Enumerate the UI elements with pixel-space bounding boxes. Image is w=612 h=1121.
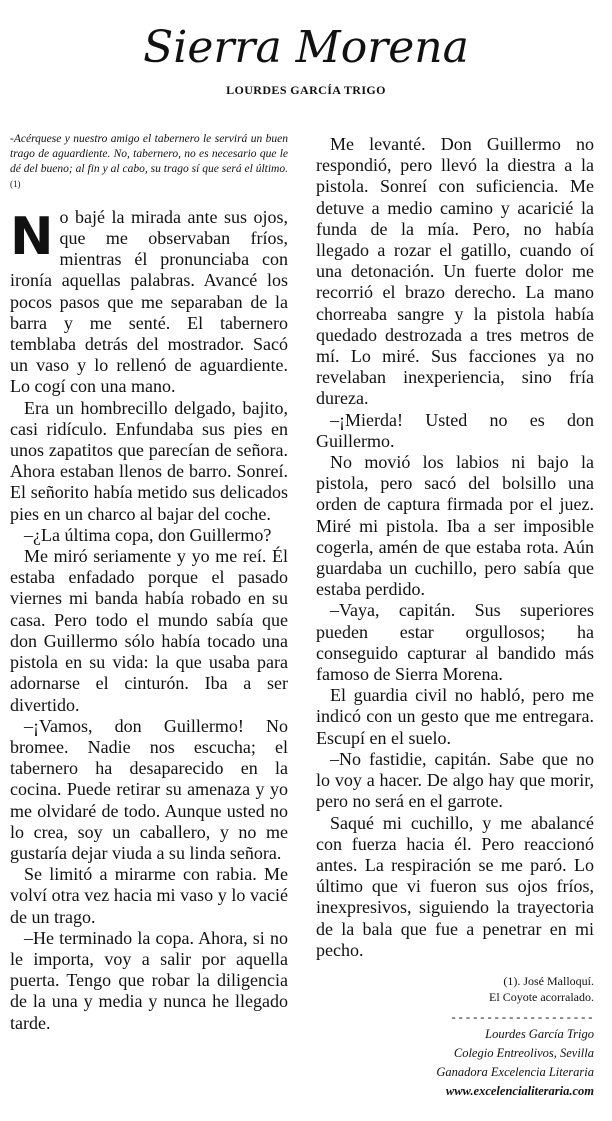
paragraph-4: Me miró seriamente y yo me reí. Él estaba enfadado porque el pasado viernes mi banda había robado en su casa. Pero todo el mundo sabía que don Guillermo sólo había tocado una pistola en su vida: la que usaba para adornarse el cinturón. Iba a ser divertido. — [10, 546, 288, 715]
signature-school: Colegio Entreolivos, Sevilla — [453, 1045, 594, 1060]
paragraph-13: –No fastidie, capitán. Sabe que no lo voy a hacer. De algo hay que morir, pero no será en el garrote. — [316, 748, 594, 812]
paragraph-3: –¿La última copa, don Guillermo? — [24, 524, 272, 545]
article-title: Sierra Morena — [143, 22, 469, 73]
paragraph-12: El guardia civil no habló, pero me indicó con un gesto que me entregara. Escupí en el suelo. — [316, 685, 594, 748]
signature-award: Ganadora Excelencia Literaria — [436, 1064, 594, 1079]
paragraph-10: No movió los labios ni bajo la pistola, pero sacó del bolsillo una orden de captura firmada por el juez. Miré mi pistola. Iba a ser imposible cogerla, amén de que estaba rota. Aún guardaba un cuchillo, pero sabía que estaba perdido. — [316, 452, 594, 600]
website-link[interactable]: www.excelencialiteraria.com — [445, 1083, 594, 1098]
paragraph-14: Saqué mi cuchillo, y me abalancé con fuerza hacia él. Pero reaccionó antes. La respiración se me paró. Lo último que vi fueron sus ojos fríos, inexpresivos, siguiendo la trayectoria de la bala que fue a penetrar en mi pecho. — [316, 812, 594, 960]
paragraph-6: Se limitó a mirarme con rabia. Me volví otra vez hacia mi vaso y lo vacié de un trago. — [10, 864, 288, 927]
author-byline: LOURDES GARCÍA TRIGO — [226, 83, 386, 97]
signature-name: Lourdes García Trigo — [485, 1026, 594, 1041]
epigraph — [10, 132, 288, 197]
footnote — [316, 973, 594, 1005]
paragraph-8: Me levanté. Don Guillermo no respondió, pero llevó la diestra a la pistola. Sonreí con suficiencia. Me detuve a medio camino y acaricié la funda de la mía. Pero, no había llegado a rozar el gatillo, cuando oí una detonación. Un fuerte dolor me recorrió el brazo derecho. La mano chorreaba sangre y la pistola había quedado destrozada a tres metros de mí. Lo miré. Sus facciones ya no revelaban inexperiencia, sino fría dureza. — [316, 134, 594, 409]
paragraph-7: –He terminado la copa. Ahora, si no le importa, voy a salir por aquella puerta. Tengo que robar la diligencia de la una y media y nunca he llegado tarde. — [10, 927, 288, 1033]
footnote-source: (1). José Malloquí. — [503, 973, 594, 988]
right-column — [316, 134, 594, 1101]
paragraph-5: –¡Vamos, don Guillermo! No bromee. Nadie nos escucha; el tabernero ha desaparecido en la cocina. Puede retirar su amenaza y yo me olvidaré de todo. Aunque usted no lo crea, soy un caballero, y no me gustaría dejar viuda a su linda señora. — [10, 715, 288, 863]
footnote-marker: (1) — [10, 179, 21, 189]
paragraph-1-text: o bajé la mirada ante sus ojos, que me observaban fríos, mientras él pronunciaba con ironía aquellas palabras. Avancé los pocos pasos que me separaban de la barra y me senté. El tabernero temblaba detrás del mostrador. Sacó un vaso y lo rellenó de aguardiente. Lo cogí con una mano. — [10, 206, 288, 397]
paragraph-9: –¡Mierda! Usted no es don Guillermo. — [316, 409, 594, 451]
paragraph-2: Era un hombrecillo delgado, bajito, casi ridículo. Enfundaba sus pies en unos zapatitos que parecían de señora. Ahora estaban llenos de barro. Sonreí. El señorito había metido sus delicados pies en un charco al bajar del coche. — [10, 397, 288, 524]
left-column — [10, 124, 288, 1034]
drop-cap: N — [10, 206, 54, 267]
footnote-work: El Coyote acorralado. — [489, 989, 594, 1004]
paragraph-11: –Vaya, capitán. Sus superiores pueden estar orgullosos; ha conseguido capturar al bandido más famoso de Sierra Morena. — [316, 600, 594, 685]
epigraph-text: -Acérquese y nuestro amigo el tabernero le servirá un buen trago de aguardiente. No, tabernero, no es necesario que le dé del bueno; al fin y al cabo, su trago sí que será el último. — [10, 133, 288, 175]
paragraph-1 — [10, 207, 288, 398]
signature-separator: -------------------- — [449, 1010, 594, 1025]
